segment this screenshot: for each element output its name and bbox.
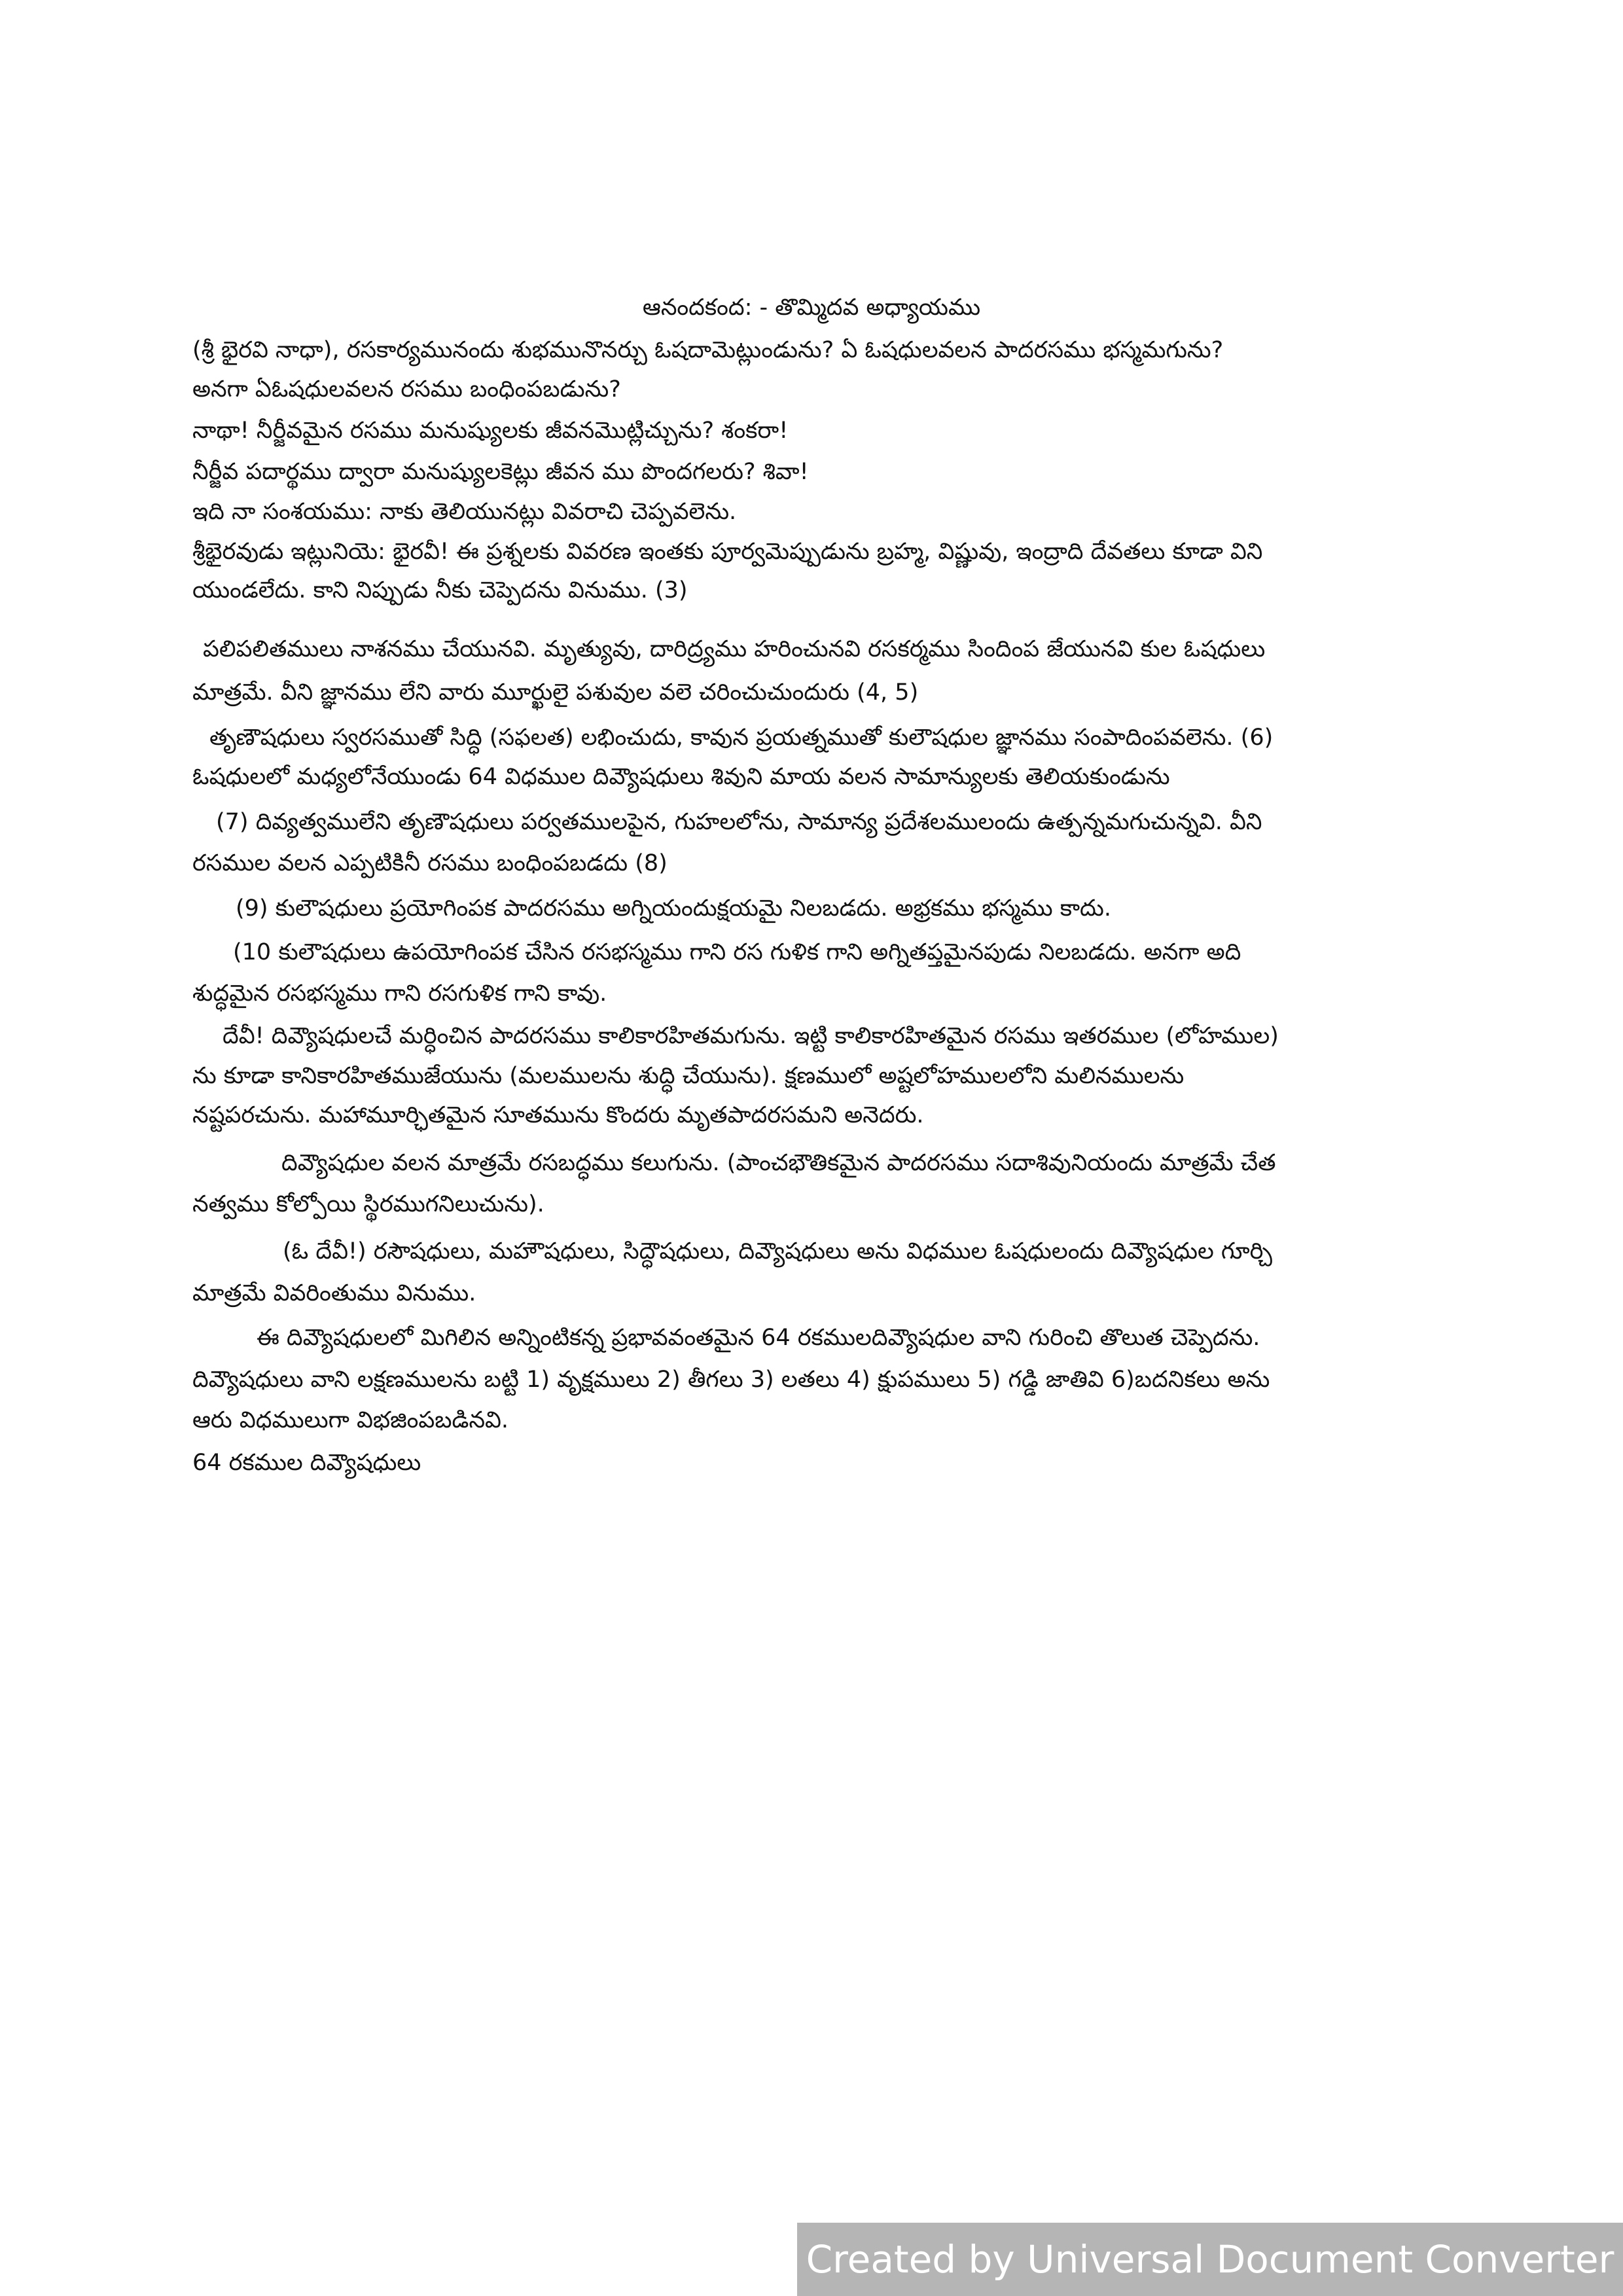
text-line-14: (9) కులౌషధులు ప్రయోగింపక పాదరసము అగ్నియందుక్షయమై నిలబడదు. అభ్రకము భస్మము కాదు. bbox=[236, 895, 1111, 922]
text-line-9: మాత్రమే. వీని జ్ఞానము లేని వారు మూర్ఖులై పశువుల వలె చరించుచుందురు (4, 5) bbox=[192, 679, 919, 706]
text-line-3: నాథా! నీర్జీవమైన రసము మనుష్యులకు జీవనమొట్లిచ్చును? శంకరా! bbox=[192, 418, 789, 444]
text-line-21: నత్వము కోల్పోయి స్థిరముగనిలుచును). bbox=[192, 1191, 544, 1217]
text-line-27: 64 రకముల దివ్యౌషధులు bbox=[192, 1450, 421, 1476]
text-line-2: అనగా ఏఓషధులవలన రసము బంధింపబడును? bbox=[192, 376, 621, 403]
text-line-13: రసముల వలన ఎప్పటికినీ రసము బంధింపబడదు (8) bbox=[192, 850, 668, 876]
text-line-23: మాత్రమే వివరింతుము వినుము. bbox=[192, 1280, 476, 1306]
text-line-25: దివ్యౌషధులు వాని లక్షణములను బట్టి 1) వృక్షములు 2) తీగలు 3) లతలు 4) క్షుపములు 5) గడ్డి జాతివి 6)బదనికలు అను bbox=[192, 1367, 1270, 1393]
document-title: ఆనందకంద: - తొమ్మిదవ అధ్యాయము bbox=[642, 295, 981, 321]
text-line-18: ను కూడా కానికారహితముజేయును (మలములను శుద్ధి చేయును). క్షణములో అష్టలోహములలోని మలినములను bbox=[192, 1063, 1185, 1089]
text-line-4: నీర్జీవ పదార్థము ద్వారా మనుష్యులకెట్లు జీవన ము పొందగలరు? శివా! bbox=[192, 459, 809, 485]
text-line-15: (10 కులౌషధులు ఉపయోగింపక చేసిన రసభస్మము గాని రస గుళిక గాని అగ్నితప్తమైనపుడు నిలబడదు. అనగా అది bbox=[233, 939, 1241, 965]
text-line-24: ఈ దివ్యౌషధులలో మిగిలిన అన్నింటికన్న ప్రభావవంతమైన 64 రకములదివ్యౌషధుల వాని గురించి తొలుత చెప్పెదను. bbox=[257, 1325, 1260, 1351]
text-line-17: దేవీ! దివ్యౌషధులచే మర్ధించిన పాదరసము కాలికారహితమగును. ఇట్టి కాలికారహితమైన రసము ఇతరముల (లోహముల) bbox=[223, 1023, 1279, 1049]
text-line-8: పలిపలితములు నాశనము చేయునవి. మృత్యువు, దారిద్ర్యము హరించునవి రసకర్మము సిందింప జేయునవి కుల ఓషధులు bbox=[203, 636, 1266, 662]
text-line-16: శుద్ధమైన రసభస్మము గాని రసగుళిక గాని కావు. bbox=[192, 980, 607, 1007]
text-line-10: తృణౌషధులు స్వరసముతో సిద్ధి (సఫలత) లభించుదు, కావున ప్రయత్నముతో కులౌషధుల జ్ఞానము సంపాదింపవలెను. (6) bbox=[209, 725, 1274, 751]
text-line-6: శ్రీభైరవుడు ఇట్లునియె: భైరవీ! ఈ ప్రశ్నలకు వివరణ ఇంతకు పూర్వమెప్పుడును బ్రహ్మ, విష్ణువు, ఇంద్రాది దేవతలు కూడా విని bbox=[192, 539, 1263, 565]
text-line-5: ఇది నా సంశయము: నాకు తెలియునట్లు వివరాచి చెప్పవలెను. bbox=[192, 499, 737, 525]
text-line-20: దివ్యౌషధుల వలన మాత్రమే రసబద్ధము కలుగును. (పాంచభౌతికమైన పాదరసము సదాశివునియందు మాత్రమే చేత bbox=[281, 1150, 1276, 1176]
text-line-7: యుండలేదు. కాని నిప్పుడు నీకు చెప్పెదను వినుము. (3) bbox=[192, 577, 688, 603]
text-line-11: ఓషధులలో మధ్యలోనేయుండు 64 విధముల దివ్యౌషధులు శివుని మాయ వలన సామాన్యులకు తెలియకుండును bbox=[192, 764, 1170, 790]
text-line-19: నష్టపరచును. మహామూర్ఛితమైన సూతమును కొందరు మృతపాదరసమని అనెదరు. bbox=[192, 1102, 924, 1128]
watermark-banner: Created by Universal Document Converter bbox=[797, 2223, 1623, 2296]
text-line-1: (శ్రీ భైరవి నాధా), రసకార్యమునందు శుభమునొనర్చు ఓషదామెట్లుండును? ఏ ఓషధులవలన పాదరసము భస్మమగును? bbox=[192, 337, 1224, 363]
text-line-26: ఆరు విధములుగా విభజింపబడినవి. bbox=[192, 1407, 509, 1433]
text-line-12: (7) దివ్యత్వములేని తృణౌషధులు పర్వతములపైన, గుహలలోను, సామాన్య ప్రదేశలములందు ఉత్పన్నమగుచున్నవి. వీని bbox=[216, 809, 1262, 835]
text-line-22: (ఓ దేవీ!) రసౌషధులు, మహౌషధులు, సిద్ధౌషధులు, దివ్యౌషధులు అను విధముల ఓషధులందు దివ్యౌషధుల గూర్చి bbox=[283, 1238, 1272, 1265]
